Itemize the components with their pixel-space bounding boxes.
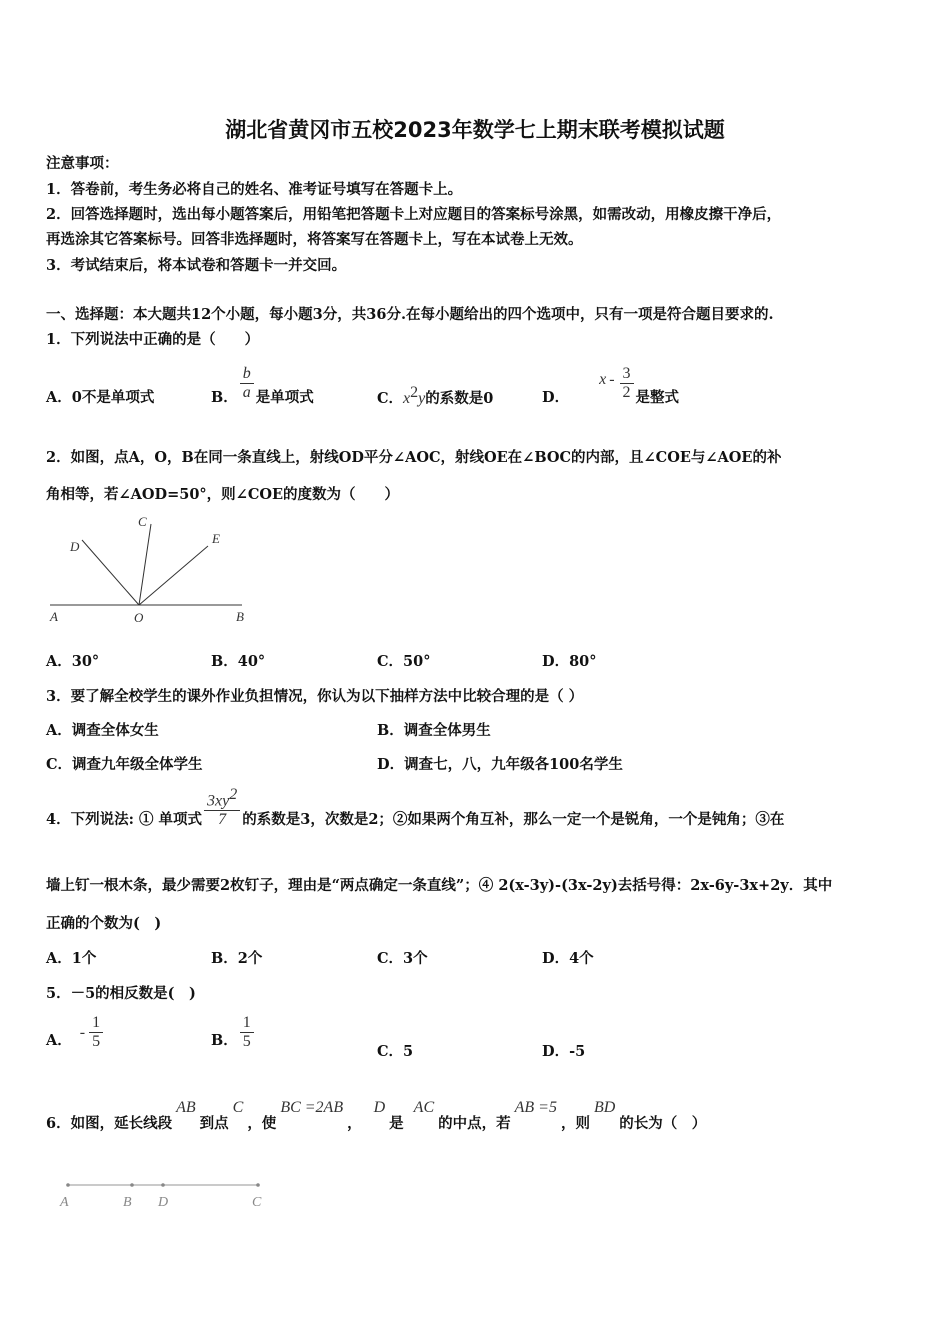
- q4-stem-line2: 墙上钉一根木条，最少需要2枚钉子，理由是“两点确定一条直线”；④ 2(x-3y)-(3x-2y)去括号得：2x-6y-3x+2y．其中: [46, 877, 833, 894]
- q2-stem-line2: 角相等，若∠AOD=50°，则∠COE的度数为（ ）: [46, 486, 400, 503]
- point-c: [256, 1183, 260, 1187]
- q3-option-d: D．调查七，八，九年级各100名学生: [377, 756, 623, 773]
- notice-item: 再选涂其它答案标号。回答非选择题时，将答案写在答题卡上，写在本试卷上无效。: [46, 231, 583, 248]
- ray-od: [82, 540, 139, 605]
- q5-option-d: D．-5: [542, 1043, 586, 1060]
- q1-option-b: B． $\frac{b}{a}$ 是单项式: [211, 365, 314, 406]
- label-b: B: [123, 1195, 132, 1210]
- q6-stem: 6．如图，延长线段AB到点C，使BC =2AB，D是AC的中点，若AB =5，则BD的长为（ ）: [46, 1099, 707, 1132]
- q2-option-d: D．80°: [542, 653, 597, 670]
- q4-option-d: D．4个: [542, 950, 594, 967]
- q5-stem: 5．－5的相反数是( ): [46, 985, 196, 1002]
- q1-option-c: C．$x^2y$的系数是0: [377, 384, 494, 407]
- notice-heading: 注意事项：: [46, 155, 119, 172]
- label-o: O: [134, 610, 144, 625]
- label-c: C: [252, 1195, 262, 1210]
- point-a: [66, 1183, 70, 1187]
- q3-option-b: B．调查全体男生: [377, 722, 491, 739]
- q1-option-d: D．x - $\frac{3}{2}$ 是整式: [542, 365, 680, 406]
- q4-option-a: A．1个: [46, 950, 97, 967]
- q5-option-a: A． - $\frac{1}{5}$: [46, 1014, 105, 1051]
- q2-angle-figure: [40, 508, 260, 630]
- ray-oe: [139, 546, 208, 605]
- q4-stem-line1: 4．下列说法: ① 单项式 $\frac{3xy^2}{7}$ 的系数是3，次数是2；②如果两个角互补，那么一定一个是锐角，一个是钝角；③在: [46, 786, 785, 829]
- q1-stem: 1．下列说法中正确的是（ ）: [46, 331, 260, 348]
- ray-oc: [139, 524, 151, 605]
- q3-option-c: C．调查九年级全体学生: [46, 756, 203, 773]
- point-d: [161, 1183, 165, 1187]
- label-a: A: [50, 609, 58, 624]
- q2-option-b: B．40°: [211, 653, 266, 670]
- page-title: 湖北省黄冈市五校2023年数学七上期末联考模拟试题: [225, 118, 725, 142]
- q2-stem-line1: 2．如图，点A，O，B在同一条直线上，射线OD平分∠AOC，射线OE在∠BOC的内部，且∠COE与∠AOE的补: [46, 449, 782, 466]
- label-d: D: [70, 539, 80, 554]
- q4-stem-line3: 正确的个数为( ): [46, 915, 162, 932]
- notice-item: 3．考试结束后，将本试卷和答题卡一并交回。: [46, 257, 347, 274]
- q5-option-c: C．5: [377, 1043, 414, 1060]
- q1-option-a: A．0不是单项式: [46, 389, 155, 406]
- label-b: B: [236, 609, 244, 624]
- q6-segment-figure: [50, 1170, 280, 1218]
- q4-option-b: B．2个: [211, 950, 263, 967]
- notice-item: 1．答卷前，考生务必将自己的姓名、准考证号填写在答题卡上。: [46, 181, 463, 198]
- q2-option-a: A．30°: [46, 653, 100, 670]
- q2-option-c: C．50°: [377, 653, 431, 670]
- section-heading: 一、选择题：本大题共12个小题，每小题3分，共36分.在每小题给出的四个选项中，只有一项是符合题目要求的.: [46, 306, 774, 323]
- label-e: E: [212, 531, 220, 546]
- q3-option-a: A．调查全体女生: [46, 722, 159, 739]
- q5-option-b: B． $\frac{1}{5}$: [211, 1014, 256, 1051]
- point-b: [130, 1183, 134, 1187]
- label-c: C: [138, 514, 147, 529]
- notice-item: 2．回答选择题时，选出每小题答案后，用铅笔把答题卡上对应题目的答案标号涂黑，如需改动，用橡皮擦干净后，: [46, 206, 782, 223]
- q3-stem: 3．要了解全校学生的课外作业负担情况，你认为以下抽样方法中比较合理的是（ ）: [46, 688, 584, 705]
- q4-option-c: C．3个: [377, 950, 428, 967]
- label-d: D: [158, 1195, 169, 1210]
- label-a: A: [60, 1195, 69, 1210]
